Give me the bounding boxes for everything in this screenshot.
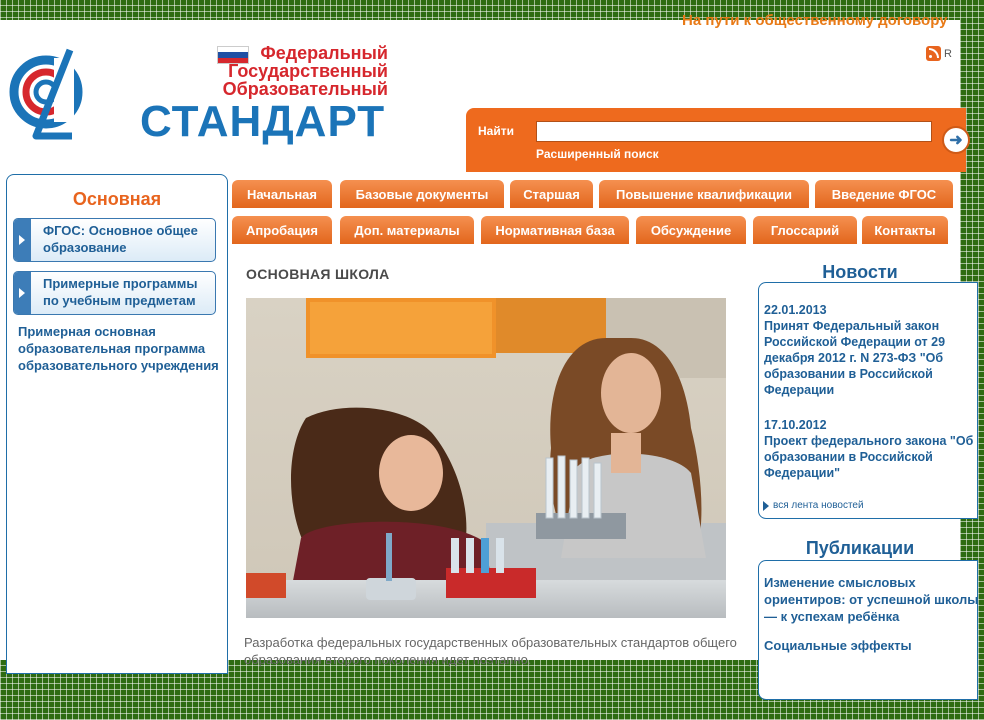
tab-glossary[interactable]: Глоссарий [753, 216, 857, 244]
brand-title[interactable] [140, 42, 390, 152]
all-news-label: вся лента новостей [773, 500, 864, 511]
tab-fgos-intro[interactable]: Введение ФГОС [815, 180, 953, 208]
web-page [0, 12, 979, 667]
fgos-logo-icon[interactable] [8, 44, 92, 144]
tab-senior[interactable]: Старшая [510, 180, 593, 208]
sidebar-title: Основная [72, 189, 162, 209]
tab-discussion[interactable]: Обсуждение [636, 216, 746, 244]
play-arrow-icon [14, 219, 31, 261]
play-arrow-icon [14, 272, 31, 314]
brand-line-state: Государственный [228, 61, 388, 81]
header-tagline: На пути к общественному договору [682, 12, 948, 29]
sidebar [6, 174, 228, 674]
news-text: Проект федерального закона "Об образовании в Российской Федерации" [764, 434, 974, 480]
tab-qualification[interactable]: Повышение квалификации [599, 180, 809, 208]
tab-contacts[interactable]: Контакты [862, 216, 948, 244]
news-date: 22.01.2013 [764, 303, 827, 317]
tab-primary[interactable]: Начальная [232, 180, 332, 208]
tab-normative-base[interactable]: Нормативная база [481, 216, 629, 244]
news-item[interactable] [764, 302, 974, 398]
search-go-button[interactable] [942, 126, 970, 154]
news-date: 17.10.2012 [764, 418, 827, 432]
publication-item[interactable]: Изменение смысловых ориентиров: от успешной школы — к успехам ребёнка [764, 575, 979, 624]
search-label: Найти [478, 124, 514, 138]
publication-item[interactable]: Социальные эффекты [764, 638, 912, 653]
search-bar [466, 108, 966, 172]
brand-line-educational: Образовательный [222, 79, 388, 99]
rss-label: R [944, 47, 952, 60]
brand-line-federal: Федеральный [260, 43, 388, 63]
sidebar-button-label: Примерные программы по учебным предметам [43, 276, 198, 308]
news-text: Принят Федеральный закон Российской Федерации от 29 декабря 2012 г. N 273-ФЗ "Об образовании в Российской Федерации [764, 319, 946, 397]
page-title: ОСНОВНАЯ ШКОЛА [246, 266, 390, 282]
sidebar-button-programs[interactable] [13, 271, 216, 315]
sidebar-link-program[interactable]: Примерная основная образовательная программа образовательного учреждения [18, 324, 219, 373]
rss-link[interactable] [926, 46, 952, 61]
students-lab-photo [246, 298, 726, 618]
tab-base-documents[interactable]: Базовые документы [340, 180, 504, 208]
publications-title: Публикации [805, 538, 915, 558]
news-item[interactable] [764, 417, 974, 481]
advanced-search-link[interactable]: Расширенный поиск [536, 147, 659, 161]
arrow-right-icon: ➜ [949, 132, 963, 149]
brand-word: СТАНДАРТ [140, 97, 386, 146]
sidebar-button-fgos[interactable] [13, 218, 216, 262]
all-news-link[interactable] [763, 500, 864, 511]
tab-approbation[interactable]: Апробация [232, 216, 332, 244]
photo-caption: Разработка федеральных государственных образовательных стандартов общего образования второго поколения идет поэтапно. [244, 635, 737, 667]
sidebar-button-label: ФГОС: Основное общее образование [43, 223, 198, 255]
tab-extra-materials[interactable]: Доп. материалы [340, 216, 474, 244]
triangle-right-icon [763, 501, 769, 511]
search-input[interactable] [536, 121, 932, 142]
rss-icon [926, 46, 941, 61]
news-title: Новости [822, 262, 898, 282]
